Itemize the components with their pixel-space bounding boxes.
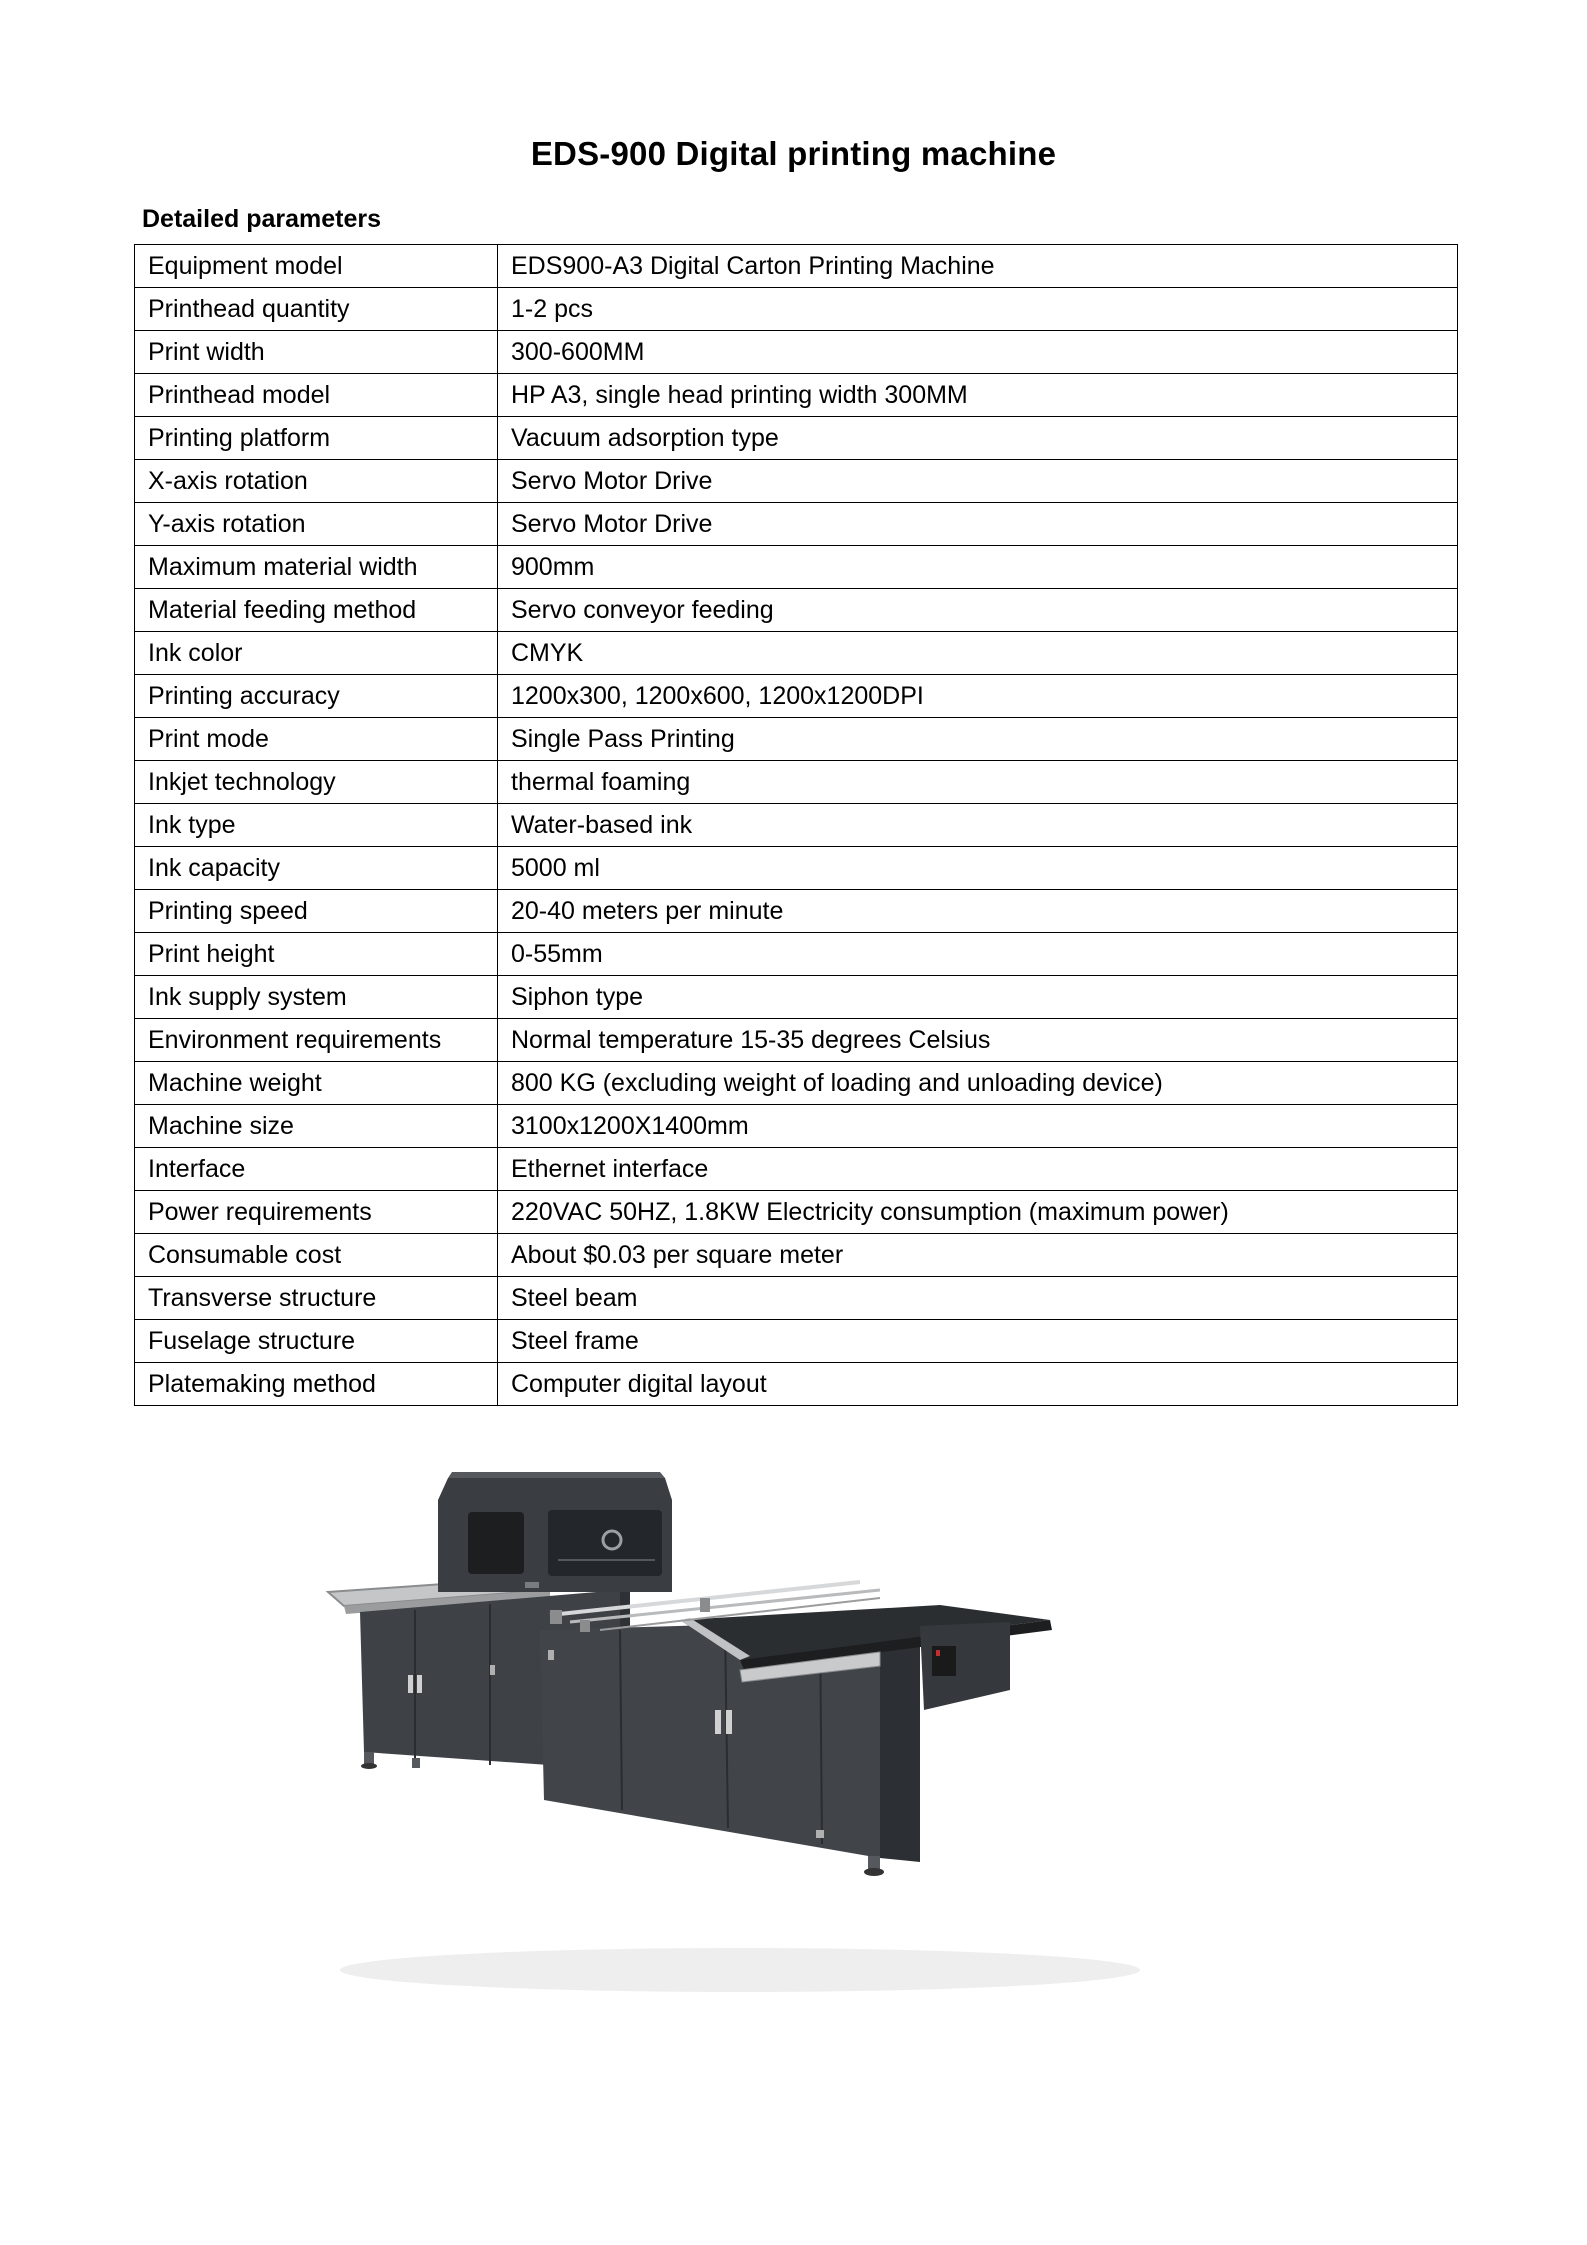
- param-name: Printhead quantity: [135, 288, 498, 331]
- param-name: Ink capacity: [135, 847, 498, 890]
- param-name: Y-axis rotation: [135, 503, 498, 546]
- table-row: [135, 589, 1458, 632]
- param-value: Computer digital layout: [498, 1363, 1458, 1406]
- param-name: Ink color: [135, 632, 498, 675]
- param-name: Printing platform: [135, 417, 498, 460]
- table-row: [135, 1363, 1458, 1406]
- param-name: Maximum material width: [135, 546, 498, 589]
- document-title: EDS-900 Digital printing machine: [530, 135, 1057, 172]
- param-name: Consumable cost: [135, 1234, 498, 1277]
- param-name: Platemaking method: [135, 1363, 498, 1406]
- table-row: [135, 288, 1458, 331]
- param-value: EDS900-A3 Digital Carton Printing Machine: [498, 245, 1458, 288]
- param-value: 220VAC 50HZ, 1.8KW Electricity consumption (maximum power): [498, 1191, 1458, 1234]
- param-value: Servo conveyor feeding: [498, 589, 1458, 632]
- table-row: [135, 976, 1458, 1019]
- param-name: Power requirements: [135, 1191, 498, 1234]
- section-label: Detailed parameters: [142, 205, 382, 233]
- param-value: Siphon type: [498, 976, 1458, 1019]
- parameters-table: [134, 244, 1458, 1406]
- param-value: Steel beam: [498, 1277, 1458, 1320]
- param-name: Machine size: [135, 1105, 498, 1148]
- param-value: HP A3, single head printing width 300MM: [498, 374, 1458, 417]
- table-row: [135, 890, 1458, 933]
- param-value: 800 KG (excluding weight of loading and unloading device): [498, 1062, 1458, 1105]
- param-value: Servo Motor Drive: [498, 503, 1458, 546]
- table-row: [135, 1062, 1458, 1105]
- param-name: X-axis rotation: [135, 460, 498, 503]
- table-row: [135, 503, 1458, 546]
- table-row: [135, 847, 1458, 890]
- param-name: Transverse structure: [135, 1277, 498, 1320]
- table-row: [135, 1148, 1458, 1191]
- param-value: 1-2 pcs: [498, 288, 1458, 331]
- param-value: 900mm: [498, 546, 1458, 589]
- param-value: 20-40 meters per minute: [498, 890, 1458, 933]
- param-value: About $0.03 per square meter: [498, 1234, 1458, 1277]
- table-row: [135, 374, 1458, 417]
- param-name: Print mode: [135, 718, 498, 761]
- table-row: [135, 933, 1458, 976]
- table-row: [135, 245, 1458, 288]
- param-value: Ethernet interface: [498, 1148, 1458, 1191]
- param-value: Water-based ink: [498, 804, 1458, 847]
- param-name: Machine weight: [135, 1062, 498, 1105]
- param-name: Printhead model: [135, 374, 498, 417]
- table-row: [135, 1320, 1458, 1363]
- param-value: Vacuum adsorption type: [498, 417, 1458, 460]
- param-value: 1200x300, 1200x600, 1200x1200DPI: [498, 675, 1458, 718]
- table-row: [135, 460, 1458, 503]
- param-name: Inkjet technology: [135, 761, 498, 804]
- table-row: [135, 675, 1458, 718]
- param-value: 3100x1200X1400mm: [498, 1105, 1458, 1148]
- table-row: [135, 1234, 1458, 1277]
- table-row: [135, 1277, 1458, 1320]
- param-value: Single Pass Printing: [498, 718, 1458, 761]
- param-value: thermal foaming: [498, 761, 1458, 804]
- table-row: [135, 1019, 1458, 1062]
- table-row: [135, 632, 1458, 675]
- param-value: CMYK: [498, 632, 1458, 675]
- param-value: Normal temperature 15-35 degrees Celsius: [498, 1019, 1458, 1062]
- param-name: Print height: [135, 933, 498, 976]
- param-value: Steel frame: [498, 1320, 1458, 1363]
- param-value: Servo Motor Drive: [498, 460, 1458, 503]
- param-name: Fuselage structure: [135, 1320, 498, 1363]
- param-name: Environment requirements: [135, 1019, 498, 1062]
- param-name: Printing accuracy: [135, 675, 498, 718]
- table-row: [135, 417, 1458, 460]
- param-value: 0-55mm: [498, 933, 1458, 976]
- table-row: [135, 546, 1458, 589]
- param-value: 300-600MM: [498, 331, 1458, 374]
- table-row: [135, 1105, 1458, 1148]
- param-name: Equipment model: [135, 245, 498, 288]
- param-name: Ink type: [135, 804, 498, 847]
- table-row: [135, 1191, 1458, 1234]
- param-value: 5000 ml: [498, 847, 1458, 890]
- param-name: Material feeding method: [135, 589, 498, 632]
- param-name: Printing speed: [135, 890, 498, 933]
- param-name: Interface: [135, 1148, 498, 1191]
- table-row: [135, 761, 1458, 804]
- table-row: [135, 331, 1458, 374]
- param-name: Print width: [135, 331, 498, 374]
- table-row: [135, 804, 1458, 847]
- param-name: Ink supply system: [135, 976, 498, 1019]
- machine-photo: [320, 1470, 1180, 2030]
- table-row: [135, 718, 1458, 761]
